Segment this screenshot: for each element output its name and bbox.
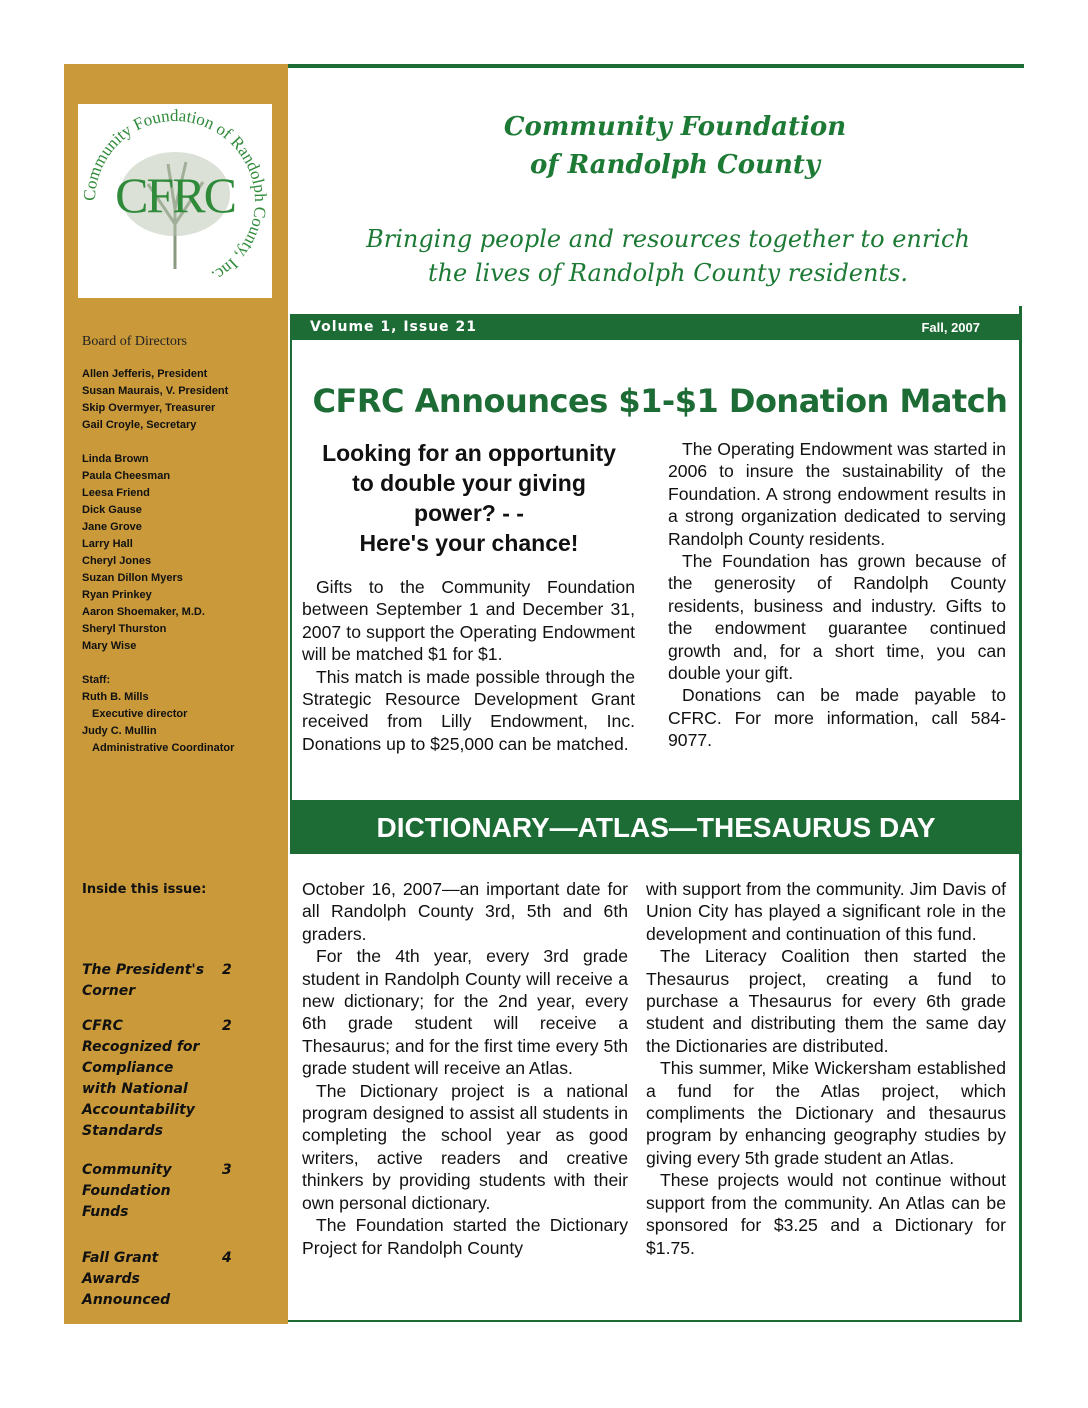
article2-right-column: [646, 878, 1006, 1259]
paragraph: The Literacy Coalition then started the Thesaurus project, creating a fund to purchase a Thesaurus for every 6th grade student and distributing them the same day the Dictionaries are distributed.: [646, 946, 1006, 1056]
staff-role: Administrative Coordinator: [92, 742, 235, 754]
hook-line: power? - -: [414, 500, 524, 526]
paragraph: The Operating Endowment was started in 2006 to insure the sustainability of the Foundation. A strong endowment results in a strong organization dedicated to serving Randolph County residents.: [668, 439, 1006, 549]
logo: [78, 104, 272, 298]
board-member: Aaron Shoemaker, M.D.: [82, 606, 205, 618]
staff-role: Executive director: [92, 708, 188, 720]
hook-line: to double your giving: [352, 470, 586, 496]
article2-headline-bar: [290, 800, 1022, 854]
staff-label: Staff:: [82, 674, 111, 686]
article1-headline: CFRC Announces $1-$1 Donation Match: [312, 382, 1008, 420]
paragraph: This summer, Mike Wickersham established a fund for the Atlas project, which compliments the Dictionary and thesaurus program by enhancing geography studies by giving every 5th grade student an Atlas.: [646, 1058, 1006, 1168]
board-member: Ryan Prinkey: [82, 589, 152, 601]
bottom-rule: [288, 1320, 1022, 1322]
board-member: Larry Hall: [82, 538, 133, 550]
toc-title: CFRC Recognized for Compliance with National Accountability Standards: [82, 1018, 200, 1139]
masthead-line: Community Foundation: [503, 112, 847, 142]
board-member: Jane Grove: [82, 521, 142, 533]
officer: Allen Jefferis, President: [82, 368, 208, 380]
article1-left-column: [302, 576, 635, 755]
article1-hook: [302, 438, 636, 558]
board-title: Board of Directors: [82, 334, 187, 349]
article2-left-column: [302, 878, 628, 1259]
article1-right-column: [668, 438, 1006, 752]
paragraph: Donations can be made payable to CFRC. For more information, call 584-9077.: [668, 685, 1006, 751]
tagline: [318, 222, 1018, 290]
inside-title: Inside this issue:: [82, 882, 207, 897]
toc-title: Community Foundation Funds: [82, 1162, 172, 1220]
tagline-line: the lives of Randolph County residents.: [427, 259, 909, 287]
toc-item[interactable]: [82, 960, 262, 1002]
board-member: Cheryl Jones: [82, 555, 152, 567]
board-member: Sheryl Thurston: [82, 623, 167, 635]
volume-label: Volume 1, Issue 21: [310, 319, 478, 335]
masthead-line: of Randolph County: [529, 150, 821, 180]
board-member: Paula Cheesman: [82, 470, 171, 482]
board-member: Dick Gause: [82, 504, 142, 516]
toc-page: 2: [222, 1018, 232, 1034]
board-member: Linda Brown: [82, 453, 149, 465]
toc-page: 3: [222, 1162, 232, 1178]
paragraph: with support from the community. Jim Davis of Union City has played a significant role in the development and continuation of this fund.: [646, 879, 1006, 944]
box-rule: [290, 340, 292, 800]
officer: Skip Overmyer, Treasurer: [82, 402, 216, 414]
board-list: [82, 366, 234, 757]
toc-title: The President's Corner: [82, 962, 205, 999]
paragraph: October 16, 2007—an important date for all Randolph County 3rd, 5th and 6th graders.: [302, 879, 628, 944]
board-member: Mary Wise: [82, 640, 137, 652]
masthead-title: [420, 108, 930, 184]
staff-member: Ruth B. Mills: [82, 691, 149, 703]
toc-title: Fall Grant Awards Announced: [82, 1250, 171, 1308]
toc-page: 4: [222, 1250, 232, 1266]
paragraph: The Foundation has grown because of the generosity of Randolph County residents, business and industry. Gifts to the endowment guarantee continued growth and, for a short time, you can double your gift.: [668, 551, 1006, 684]
paragraph: These projects would not continue without support from the community. An Atlas can be sponsored for $3.25 and a Dictionary for $1.75.: [646, 1170, 1006, 1258]
staff-member: Judy C. Mullin: [82, 725, 157, 737]
officer: Susan Maurais, V. President: [82, 385, 229, 397]
hook-line: Looking for an opportunity: [322, 440, 616, 466]
top-rule: [288, 64, 1024, 68]
paragraph: The Dictionary project is a national program designed to assist all students in completing the school year as good writers, active readers and creative thinkers by providing students with their own personal dictionary.: [302, 1080, 628, 1213]
board-member: Suzan Dillon Myers: [82, 572, 183, 584]
toc-item[interactable]: [82, 1248, 262, 1311]
toc-item[interactable]: [82, 1160, 262, 1223]
sidebar: [64, 64, 288, 1324]
logo-ring-text: Community Foundation of Randolph County, Inc.: [79, 105, 271, 286]
officer: Gail Croyle, Secretary: [82, 419, 197, 431]
tagline-line: Bringing people and resources together to enrich: [366, 225, 970, 253]
hook-line: Here's your chance!: [359, 530, 579, 556]
toc-item[interactable]: [82, 1016, 262, 1142]
paragraph: Gifts to the Community Foundation between September 1 and December 31, 2007 to support the Operating Endowment will be matched $1 for $1.: [302, 577, 635, 665]
article2-headline: DICTIONARY—ATLAS—THESAURUS DAY: [376, 812, 936, 843]
paragraph: The Foundation started the Dictionary Project for Randolph County: [302, 1215, 628, 1258]
paragraph: This match is made possible through the Strategic Resource Development Grant received from Lilly Endowment, Inc. Donations up to $25,000 can be matched.: [302, 666, 635, 754]
issue-date: Fall, 2007: [921, 320, 980, 335]
paragraph: For the 4th year, every 3rd grade student in Randolph County will receive a new dictionary; for the 2nd year, every 6th grade student will receive a Thesaurus; and for the first time every 5th grade student will receive an Atlas.: [302, 946, 628, 1079]
board-member: Leesa Friend: [82, 487, 150, 499]
volume-bar: [290, 314, 1020, 340]
logo-initials: CFRC: [115, 167, 235, 223]
toc-page: 2: [222, 962, 232, 978]
